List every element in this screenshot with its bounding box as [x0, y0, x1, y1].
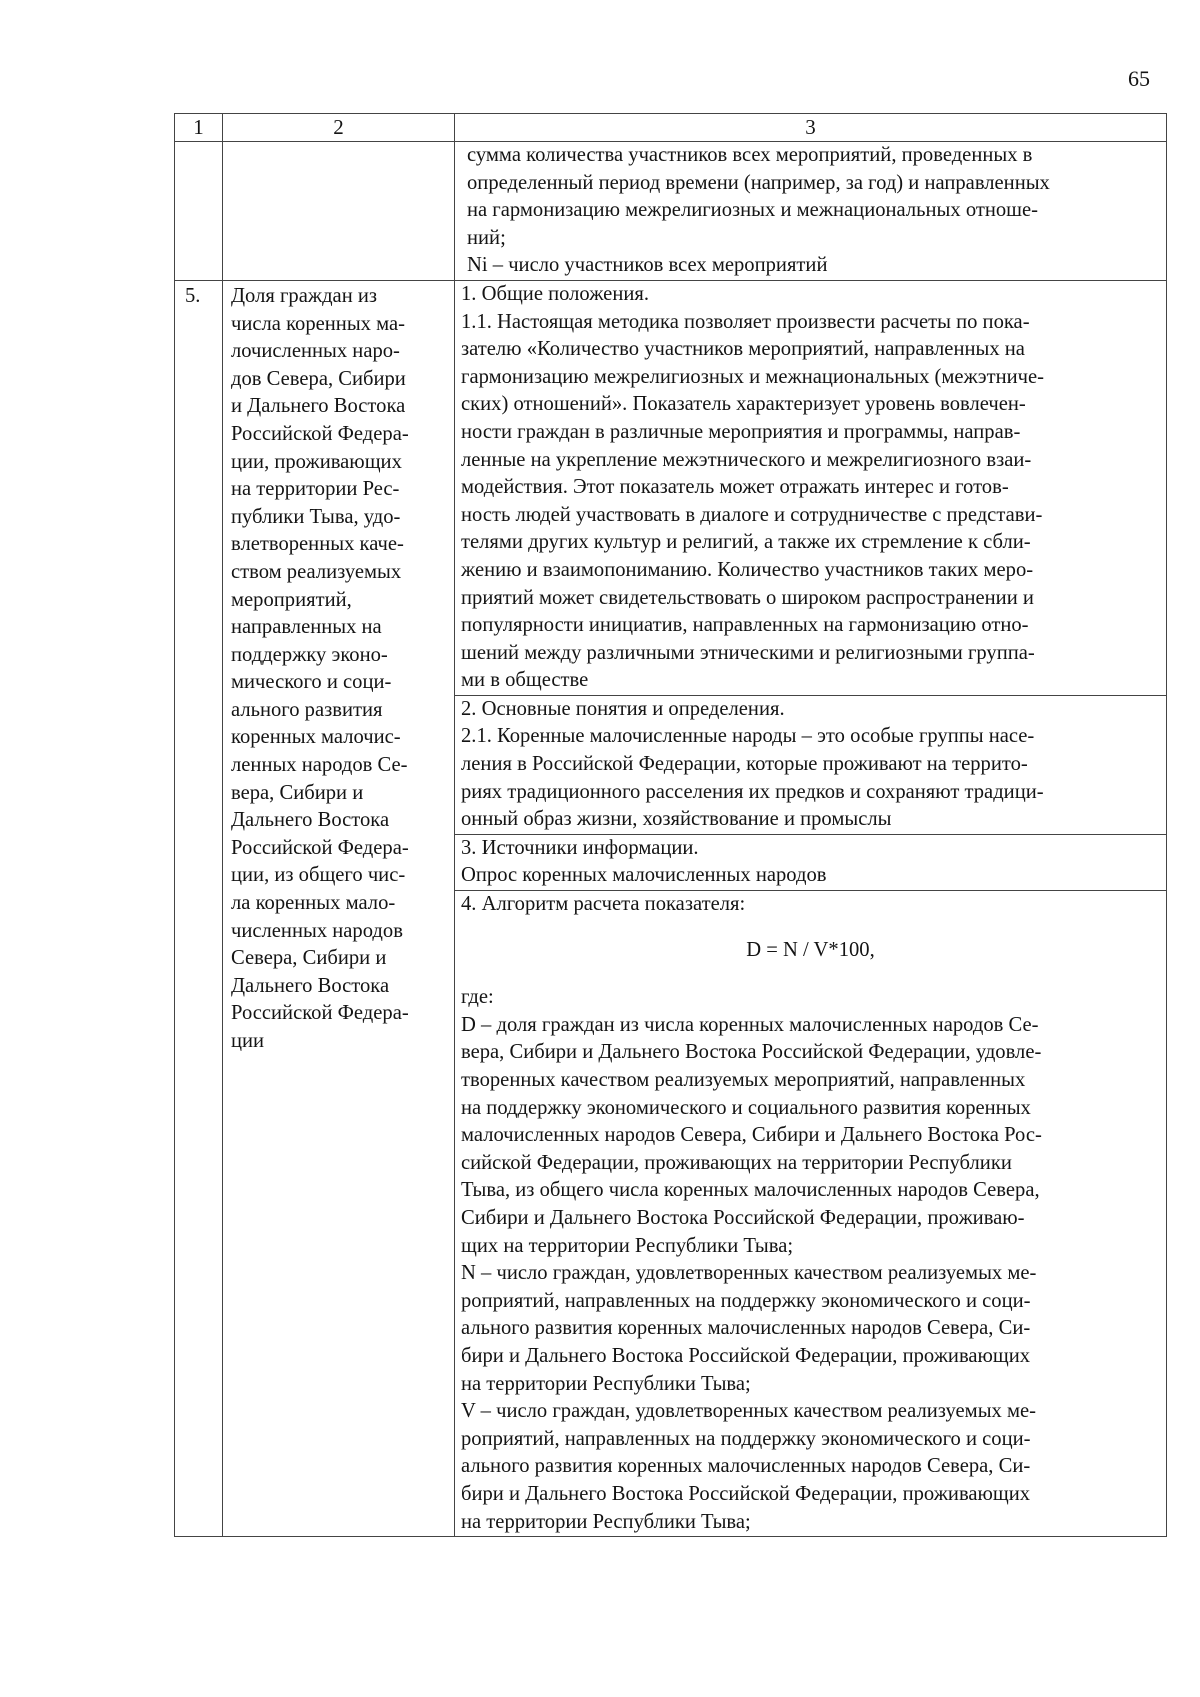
indicator-line: мероприятий,: [231, 588, 352, 611]
text-line: ального развития коренных малочисленных народов Севера, Си-: [461, 1455, 1031, 1478]
text-line: гармонизацию межрелигиозных и межнациональных (межэтниче-: [461, 365, 1045, 388]
text-line: ности граждан в различные мероприятия и программы, направ-: [461, 420, 1021, 443]
indicator-line: коренных малочис-: [231, 726, 401, 749]
text-line: 3. Источники информации.: [461, 836, 699, 859]
text-line: ми в обществе: [461, 669, 589, 692]
text-line: 1. Общие положения.: [461, 282, 649, 305]
indicator-line: численных народов: [231, 919, 403, 942]
table-row-5: [175, 280, 1167, 1536]
text-line: бири и Дальнего Востока Российской Федерации, проживающих: [461, 1482, 1031, 1505]
text-line: на поддержку экономического и социального развития коренных: [461, 1096, 1031, 1119]
text-line: онный образ жизни, хозяйствование и промыслы: [461, 808, 892, 831]
text-line: на гармонизацию межрелигиозных и межнациональных отноше-: [467, 199, 1039, 222]
text-line: риях традиционного расселения их предков и сохраняют традици-: [461, 780, 1044, 803]
row-number: 5.: [175, 280, 223, 1536]
text-line: ления в Российской Федерации, которые проживают на террито-: [461, 753, 1028, 776]
text-line: сийской Федерации, проживающих на территории Республики: [461, 1151, 1012, 1174]
continuation-col-2: [223, 142, 455, 281]
indicator-line: мического и соци-: [231, 671, 392, 694]
header-col-1: 1: [175, 114, 223, 142]
table-header-row: [175, 114, 1167, 142]
text-line: N – число граждан, удовлетворенных качеством реализуемых ме-: [461, 1262, 1037, 1285]
indicator-line: Российской Федера-: [231, 422, 409, 445]
text-line: ний;: [467, 226, 506, 249]
indicator-line: ции, из общего чис-: [231, 864, 406, 887]
section-sources: [455, 835, 1166, 891]
indicator-line: и Дальнего Востока: [231, 395, 406, 418]
text-line: ленные на укрепление межэтнического и межрелигиозного взаи-: [461, 448, 1032, 471]
indicator-line: влетворенных каче-: [231, 533, 404, 556]
text-line: на территории Республики Тыва;: [461, 1510, 751, 1533]
text-line: бири и Дальнего Востока Российской Федерации, проживающих: [461, 1344, 1031, 1367]
section-general: [455, 281, 1166, 696]
text-line: вера, Сибири и Дальнего Востока Российской Федерации, удовле-: [461, 1041, 1042, 1064]
text-line: определенный период времени (например, за год) и направленных: [467, 171, 1050, 194]
text-line: D – доля граждан из числа коренных малочисленных народов Се-: [461, 1013, 1039, 1036]
indicator-line: лочисленных наро-: [231, 340, 400, 363]
indicator-line: числа коренных ма-: [231, 312, 405, 335]
indicator-name: [223, 280, 455, 1536]
text-line: жению и взаимопониманию. Количество участников таких меро-: [461, 558, 1034, 581]
indicator-line: Дальнего Востока: [231, 809, 390, 832]
methodology-cell: [455, 280, 1167, 1536]
text-line: малочисленных народов Севера, Сибири и Дальнего Востока Рос-: [461, 1124, 1042, 1147]
indicator-line: ции: [231, 1030, 265, 1052]
text-line: на территории Республики Тыва;: [461, 1372, 751, 1395]
text-line: модействия. Этот показатель может отражать интерес и готов-: [461, 476, 1009, 499]
text-line: телями других культур и религий, а также их стремление к сбли-: [461, 531, 1031, 554]
text-line: зателю «Количество участников мероприятий, направленных на: [461, 338, 1025, 361]
text-line: V – число граждан, удовлетворенных качеством реализуемых ме-: [461, 1400, 1037, 1423]
section-definitions: [455, 696, 1166, 835]
continuation-col-1: [175, 142, 223, 281]
text-line: творенных качеством реализуемых мероприятий, направленных: [461, 1069, 1026, 1091]
section-title: 4. Алгоритм расчета показателя:: [461, 893, 746, 916]
text-line: роприятий, направленных на поддержку экономического и соци-: [461, 1427, 1031, 1450]
text-line: шений между различными этническими и религиозными группа-: [461, 641, 1035, 664]
indicator-line: Российской Федера-: [231, 836, 409, 859]
text-line: Опрос коренных малочисленных народов: [461, 864, 827, 887]
text-line: 2. Основные понятия и определения.: [461, 697, 785, 720]
indicator-line: ленных народов Се-: [231, 754, 408, 777]
text-line: 2.1. Коренные малочисленные народы – это особые группы насе-: [461, 725, 1035, 748]
indicator-line: ством реализуемых: [231, 560, 402, 583]
indicator-line: на территории Рес-: [231, 478, 400, 501]
text-line: популярности инициатив, направленных на гармонизацию отно-: [461, 614, 1029, 637]
indicator-line: ла коренных мало-: [231, 892, 396, 915]
text-line: Тыва, из общего числа коренных малочисленных народов Севера,: [461, 1179, 1040, 1202]
text-line: сумма количества участников всех мероприятий, проведенных в: [467, 144, 1033, 166]
text-line: где:: [461, 986, 494, 1009]
indicator-line: Севера, Сибири и: [231, 947, 387, 970]
formula: D = N / V*100,: [746, 938, 875, 961]
text-line: ность людей участвовать в диалоге и сотрудничестве с представи-: [461, 503, 1043, 526]
text-line: ального развития коренных малочисленных народов Севера, Си-: [461, 1317, 1031, 1340]
indicator-line: вера, Сибири и: [231, 781, 364, 804]
indicator-line: направленных на: [231, 616, 382, 639]
indicator-line: Дальнего Востока: [231, 974, 390, 997]
indicator-line: ального развития: [231, 698, 383, 721]
continuation-row: [175, 142, 1167, 281]
text-line: роприятий, направленных на поддержку экономического и соци-: [461, 1289, 1031, 1312]
indicators-table: [174, 113, 1167, 1537]
indicator-line: дов Севера, Сибири: [231, 367, 406, 390]
header-col-3: 3: [455, 114, 1167, 142]
indicator-line: Доля граждан из: [231, 284, 378, 307]
text-line: 1.1. Настоящая методика позволяет произвести расчеты по пока-: [461, 310, 1030, 333]
page-number: 65: [1128, 66, 1150, 91]
text-line: приятий может свидетельствовать о широком распространении и: [461, 586, 1034, 609]
text-line: Ni – число участников всех мероприятий: [467, 254, 828, 277]
header-col-2: 2: [223, 114, 455, 142]
continuation-text: [455, 142, 1167, 281]
indicator-line: публики Тыва, удо-: [231, 505, 401, 528]
text-line: ских) отношений». Показатель характеризует уровень вовлечен-: [461, 393, 1026, 416]
section-algorithm: [455, 891, 1166, 1536]
indicator-line: Российской Федера-: [231, 1002, 409, 1025]
indicator-line: поддержку эконо-: [231, 643, 388, 666]
text-line: щих на территории Республики Тыва;: [461, 1234, 794, 1257]
indicator-line: ции, проживающих: [231, 450, 402, 473]
text-line: Сибири и Дальнего Востока Российской Федерации, проживаю-: [461, 1206, 1025, 1229]
